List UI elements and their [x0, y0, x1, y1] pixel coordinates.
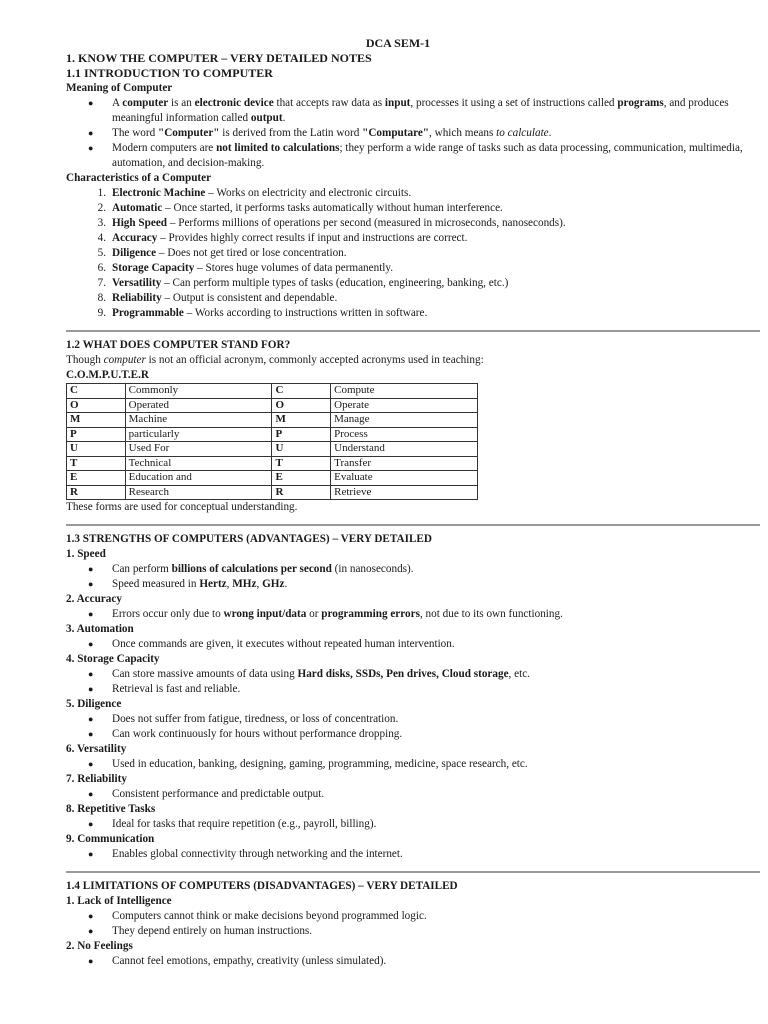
meaning-heading: Meaning of Computer: [66, 82, 173, 94]
table-cell: Transfer: [331, 456, 478, 471]
section-divider: [66, 524, 760, 526]
document-page: [66, 36, 760, 969]
characteristic-item: 5. Diligence – Does not get tired or lose concentration.: [97, 247, 347, 259]
table-cell: P: [67, 427, 126, 442]
characteristics-heading: Characteristics of a Computer: [66, 172, 212, 184]
table-cell: Understand: [331, 442, 478, 457]
list-item: ● Can store massive amounts of data using Hard disks, SSDs, Pen drives, Cloud storage, etc.: [88, 668, 530, 680]
bullet-icon: ●: [88, 609, 94, 619]
list-item: ● Can perform billions of calculations per second (in nanoseconds).: [88, 563, 414, 575]
table-cell: C: [67, 384, 126, 399]
speed-heading: 1. Speed: [66, 548, 106, 560]
table-row: [67, 384, 478, 399]
table-cell: Machine: [125, 413, 272, 428]
intelligence-heading: 1. Lack of Intelligence: [66, 895, 172, 907]
table-cell: Process: [331, 427, 478, 442]
bullet-icon: ●: [88, 819, 94, 829]
list-item: ● Speed measured in Hertz, MHz, GHz.: [88, 578, 288, 590]
characteristic-item: 2. Automatic – Once started, it performs tasks automatically without human interference.: [97, 202, 503, 214]
table-cell: M: [272, 413, 331, 428]
diligence-list: [66, 712, 760, 742]
acronym-note: These forms are used for conceptual understanding.: [66, 501, 298, 513]
list-item: ● Does not suffer from fatigue, tiredness, or loss of concentration.: [88, 713, 399, 725]
table-cell: M: [67, 413, 126, 428]
table-cell: P: [272, 427, 331, 442]
section-1-4-heading: 1.4 LIMITATIONS OF COMPUTERS (DISADVANTAGES) – VERY DETAILED: [66, 880, 458, 892]
characteristic-item: 4. Accuracy – Provides highly correct results if input and instructions are correct.: [97, 232, 468, 244]
table-cell: E: [67, 471, 126, 486]
table-row: [67, 456, 478, 471]
accuracy-heading: 2. Accuracy: [66, 593, 122, 605]
table-cell: Compute: [331, 384, 478, 399]
table-cell: Operated: [125, 398, 272, 413]
table-cell: R: [67, 485, 126, 500]
section-divider: [66, 871, 760, 873]
acronym-table: [66, 383, 478, 500]
section-1-1-heading: 1.1 INTRODUCTION TO COMPUTER: [66, 66, 273, 80]
table-row: [67, 398, 478, 413]
bullet-icon: ●: [88, 128, 94, 138]
page-title: DCA SEM-1: [365, 36, 431, 50]
table-cell: T: [272, 456, 331, 471]
versatility-list: [66, 757, 760, 772]
bullet-icon: ●: [88, 849, 94, 859]
table-cell: E: [272, 471, 331, 486]
list-item: ● Errors occur only due to wrong input/data or programming errors, not due to its own functioning.: [88, 608, 563, 620]
table-cell: Used For: [125, 442, 272, 457]
speed-list: [66, 562, 760, 592]
list-item: ● A computer is an electronic device that accepts raw data as input, processes it using a set of instructions called programs, and produces meaningful information called output.: [88, 97, 729, 124]
table-cell: U: [67, 442, 126, 457]
characteristic-item: 3. High Speed – Performs millions of operations per second (measured in microseconds, nanoseconds).: [97, 217, 566, 229]
automation-heading: 3. Automation: [66, 623, 134, 635]
table-row: [67, 485, 478, 500]
list-item: ● Retrieval is fast and reliable.: [88, 683, 241, 695]
repetitive-list: [66, 817, 760, 832]
bullet-icon: ●: [88, 926, 94, 936]
feelings-heading: 2. No Feelings: [66, 940, 133, 952]
storage-heading: 4. Storage Capacity: [66, 653, 160, 665]
intelligence-list: [66, 909, 760, 939]
list-item: ● They depend entirely on human instructions.: [88, 925, 313, 937]
characteristic-item: 7. Versatility – Can perform multiple types of tasks (education, engineering, banking, etc.): [97, 277, 509, 289]
table-cell: Retrieve: [331, 485, 478, 500]
characteristic-item: 9. Programmable – Works according to instructions written in software.: [97, 307, 428, 319]
bullet-icon: ●: [88, 789, 94, 799]
bullet-icon: ●: [88, 684, 94, 694]
characteristic-item: 6. Storage Capacity – Stores huge volumes of data permanently.: [97, 262, 394, 274]
table-cell: Technical: [125, 456, 272, 471]
reliability-heading: 7. Reliability: [66, 773, 127, 785]
list-item: ● Enables global connectivity through networking and the internet.: [88, 848, 403, 860]
table-cell: C: [272, 384, 331, 399]
list-item: ● Computers cannot think or make decisions beyond programmed logic.: [88, 910, 427, 922]
table-cell: R: [272, 485, 331, 500]
table-cell: O: [67, 398, 126, 413]
bullet-icon: ●: [88, 639, 94, 649]
table-row: [67, 413, 478, 428]
table-cell: T: [67, 456, 126, 471]
table-cell: Commonly: [125, 384, 272, 399]
bullet-icon: ●: [88, 564, 94, 574]
list-item: ● Ideal for tasks that require repetition (e.g., payroll, billing).: [88, 818, 377, 830]
table-cell: Operate: [331, 398, 478, 413]
bullet-icon: ●: [88, 143, 94, 153]
list-item: ● Cannot feel emotions, empathy, creativity (unless simulated).: [88, 955, 387, 967]
section-1-2-heading: 1.2 WHAT DOES COMPUTER STAND FOR?: [66, 339, 291, 351]
table-cell: U: [272, 442, 331, 457]
list-item: ● Can work continuously for hours without performance dropping.: [88, 728, 403, 740]
versatility-heading: 6. Versatility: [66, 743, 127, 755]
table-row: [67, 427, 478, 442]
table-cell: Education and: [125, 471, 272, 486]
table-row: [67, 471, 478, 486]
bullet-icon: ●: [88, 759, 94, 769]
bullet-icon: ●: [88, 956, 94, 966]
feelings-list: [66, 954, 760, 969]
accuracy-list: [66, 607, 760, 622]
list-item: ● Modern computers are not limited to calculations; they perform a wide range of tasks such as data processing, communication, multimedia, automation, and decision-making.: [88, 142, 743, 169]
acronym-intro: Though computer is not an official acronym, commonly accepted acronyms used in teaching:: [66, 354, 484, 366]
section-1-3-heading: 1.3 STRENGTHS OF COMPUTERS (ADVANTAGES) – VERY DETAILED: [66, 533, 432, 545]
communication-list: [66, 847, 760, 862]
list-item: ● Consistent performance and predictable output.: [88, 788, 325, 800]
storage-list: [66, 667, 760, 697]
repetitive-heading: 8. Repetitive Tasks: [66, 803, 156, 815]
bullet-icon: ●: [88, 98, 94, 108]
characteristic-item: 1. Electronic Machine – Works on electricity and electronic circuits.: [97, 187, 412, 199]
acronym-title: C.O.M.P.U.T.E.R: [66, 369, 149, 381]
bullet-icon: ●: [88, 729, 94, 739]
list-item: ● The word "Computer" is derived from the Latin word "Computare", which means to calculate.: [88, 127, 552, 139]
main-heading: 1. KNOW THE COMPUTER – VERY DETAILED NOTES: [66, 51, 372, 65]
characteristics-list: [66, 186, 760, 321]
automation-list: [66, 637, 760, 652]
reliability-list: [66, 787, 760, 802]
table-cell: Research: [125, 485, 272, 500]
meaning-list: [66, 96, 760, 171]
table-cell: Manage: [331, 413, 478, 428]
table-cell: Evaluate: [331, 471, 478, 486]
table-row: [67, 442, 478, 457]
list-item: ● Used in education, banking, designing, gaming, programming, medicine, space research, etc.: [88, 758, 528, 770]
communication-heading: 9. Communication: [66, 833, 155, 845]
bullet-icon: ●: [88, 579, 94, 589]
bullet-icon: ●: [88, 714, 94, 724]
table-cell: O: [272, 398, 331, 413]
bullet-icon: ●: [88, 911, 94, 921]
section-divider: [66, 330, 760, 332]
diligence-heading: 5. Diligence: [66, 698, 122, 710]
list-item: ● Once commands are given, it executes without repeated human intervention.: [88, 638, 455, 650]
table-cell: particularly: [125, 427, 272, 442]
bullet-icon: ●: [88, 669, 94, 679]
characteristic-item: 8. Reliability – Output is consistent and dependable.: [97, 292, 338, 304]
